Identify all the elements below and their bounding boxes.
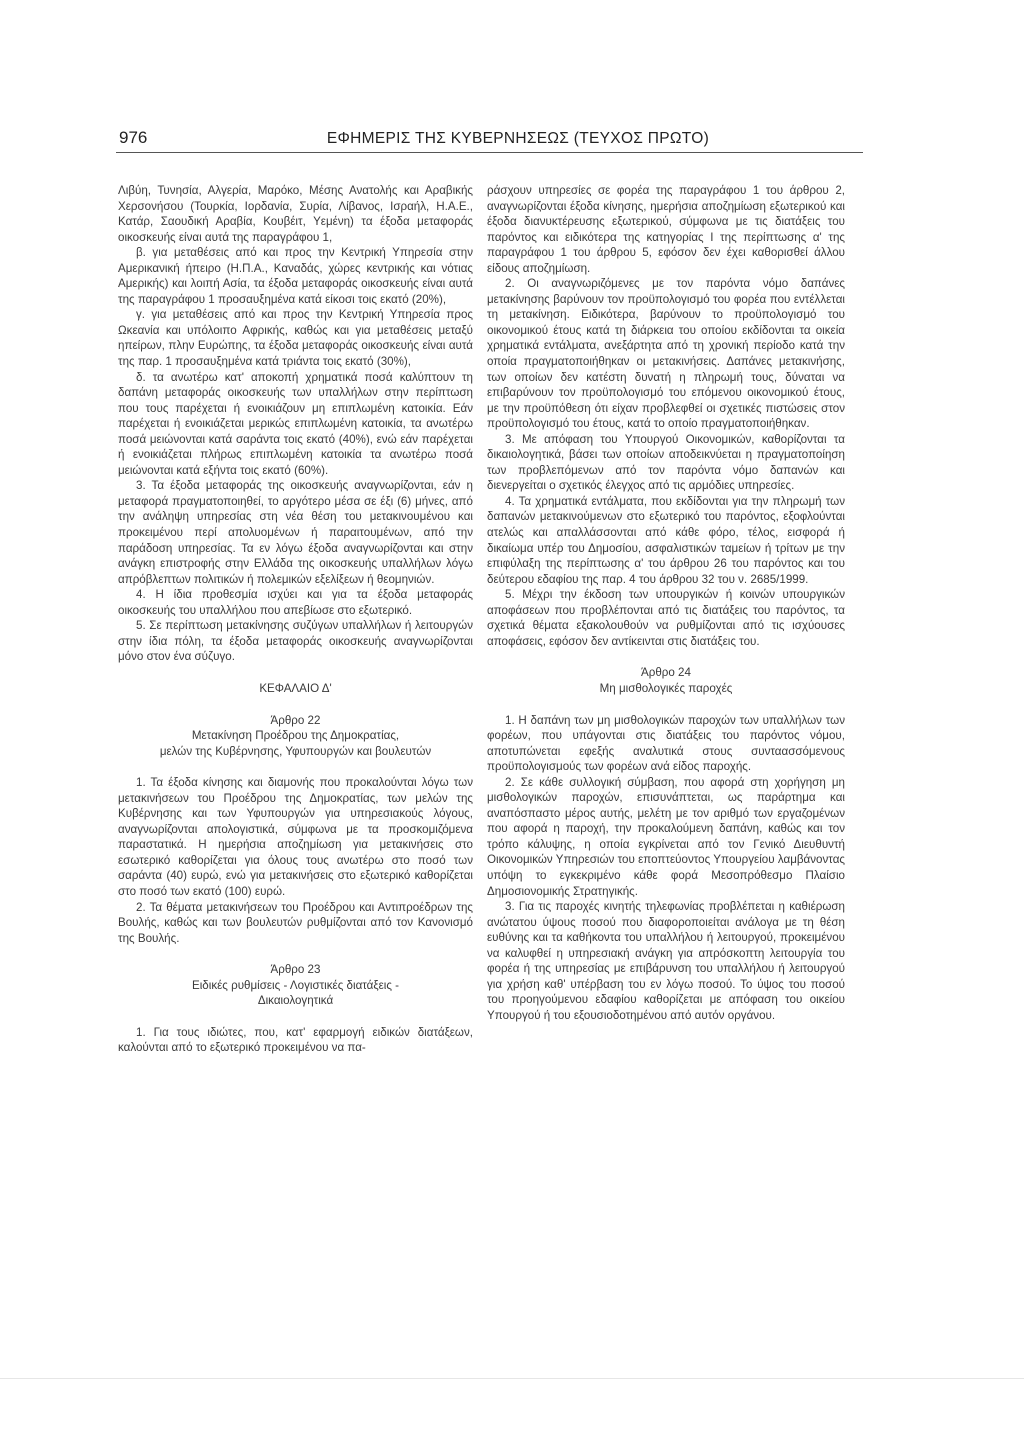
article-title: Άρθρο 22: [270, 713, 321, 727]
paragraph: 2. Οι αναγνωριζόμενες με τον παρόντα νόμο δαπάνες μετακίνησης βαρύνουν τον προϋπολογισμό του φορέα που εντέλλεται τη μετακίνηση. Ειδικότερα, βαρύνουν το προϋπολογισμό του οικονομικού έτους κατά τη διάρκεια του οποίου εκδίδονται τα οικεία χρηματικά εντάλματα, ανεξάρτητα από τη χρονική περίοδο κατά την οποία πραγματοποιήθηκαν οι μετακινήσεις. Δαπάνες μετακινήσης, των οποίων δεν κατέστη δυνατή η πληρωμή τους, δύναται να επιβαρύνουν τον προϋπολογισμό του επόμενου οικονομικού έτους, με την προϋπόθεση ότι είχαν προβλεφθεί οι σχετικές πιστώσεις στον προϋπολογισμό του έτους, κατά το οποίο πραγματοποιήθηκαν.: [487, 277, 845, 431]
header-rule: [116, 152, 863, 153]
paragraph: 5. Σε περίπτωση μετακίνησης συζύγων υπαλλήλων ή λειτουργών στην ίδια πόλη, τα έξοδα μεταφοράς οικοσκευής αναγνωρίζονται μόνο στον ένα σύζυγο.: [118, 619, 473, 664]
paragraph: β. για μεταθέσεις από και προς την Κεντρική Υπηρεσία στην Αμερικανική ήπειρο (Η.Π.Α., Καναδάς, χώρες κεντρικής και νότιας Αμερικής) και λοιπή Ασία, τα έξοδα μεταφοράς οικοσκευής είναι αυτά της παραγράφου 1 προσαυξημένα κατά είκοσι τοις εκατό (20%),: [118, 246, 473, 306]
paragraph: 4. Η ίδια προθεσμία ισχύει και για τα έξοδα μεταφοράς οικοσκευής του υπαλλήλου που απεβίωσε στο εξωτερικό.: [118, 588, 473, 617]
paragraph: 1. Για τους ιδιώτες, που, κατ' εφαρμογή ειδικών διατάξεων, καλούνται από το εξωτερικό προκειμένου να πα-: [118, 1025, 473, 1055]
chapter-heading: ΚΕΦΑΛΑΙΟ Δ': [259, 681, 332, 695]
paragraph: δ. τα ανωτέρω κατ' αποκοπή χρηματικά ποσά καλύπτουν τη δαπάνη μεταφοράς οικοσκευής των υπαλλήλων στην περίπτωση που τους παρέχεται ή ενοικιάζουν μη επιπλωμένη κατοικία. Εάν παρέχεται ή ενοικιάζεται μερικώς επιπλωμένη κατοικία, τα ανωτέρω ποσά μειώνονται κατά σαράντα τοις εκατό (40%), ενώ εάν παρέχεται ή ενοικιάζεται πλήρως επιπλωμένη κατοικία τα ανωτέρω ποσά μειώνονται κατά εξήντα τοις εκατό (60%).: [118, 370, 473, 477]
article-heading: Δικαιολογητικά: [257, 994, 334, 1008]
article-heading: Ειδικές ρυθμίσεις - Λογιστικές διατάξεις -: [191, 978, 399, 992]
article-heading: Μη μισθολογικές παροχές: [599, 681, 733, 695]
paragraph: Λιβύη, Τυνησία, Αλγερία, Μαρόκο, Μέσης Ανατολής και Αραβικής Χερσονήσου (Τουρκία, Ιορδανία, Συρία, Λίβανος, Ισραήλ, Η.Α.Ε., Κατάρ, Σαουδική Αραβία, Κουβέιτ, Υεμένη) τα έξοδα μεταφοράς οικοσκευής είναι αυτά της παραγράφου 1,: [118, 184, 473, 244]
left-column: [118, 183, 473, 1056]
paragraph: ράσχουν υπηρεσίες σε φορέα της παραγράφου 1 του άρθρου 2, αναγνωρίζονται έξοδα κίνησης, ημερήσια αποζημίωση εξωτερικού και έξοδα διανυκτέρευσης εξωτερικού, σύμφωνα με τις διατάξεις του παρόντος και ειδικότερα της κατηγορίας Ι της περίπτωσης α' της παραγράφου 1 του άρθρου 5, εφόσον δεν έχει καθορισθεί άλλου είδους αποζημίωση.: [487, 184, 845, 275]
scan-edge-line: [0, 1378, 1024, 1379]
paragraph: 4. Τα χρηματικά εντάλματα, που εκδίδονται για την πληρωμή των δαπανών μετακινούμενων στο εξωτερικό του παρόντος, εξοφλούνται ατελώς και απαλλάσσονται από κάθε φόρο, τέλος, εισφορά ή δικαίωμα υπέρ του Δημοσίου, ασφαλιστικών ταμείων ή τρίτων με την επιφύλαξη της περίπτωσης α' του άρθρου 26 του παρόντος και του δεύτερου εδαφίου της παρ. 4 του άρθρου 32 του ν. 2685/1999.: [487, 494, 845, 586]
paragraph: γ. για μεταθέσεις από και προς την Κεντρική Υπηρεσία προς Ωκεανία και υπόλοιπο Αφρικής, καθώς και για μεταθέσεις μεταξύ ηπείρων, πλην Ευρώπης, τα έξοδα μεταφοράς οικοσκευής είναι αυτά της παρ. 1 προσαυξημένα κατά τριάντα τοις εκατό (30%),: [118, 308, 473, 369]
article-title: Άρθρο 24: [641, 666, 691, 680]
paragraph: 1. Η δαπάνη των μη μισθολογικών παροχών των υπαλλήλων των φορέων, που υπάγονται στις διατάξεις του παρόντος νόμου, αποτυπώνεται εφεξής αναλυτικά στους συνταασσόμενους προϋπολογισμούς των φορέων ανά είδος παροχής.: [487, 713, 845, 774]
article-title: Άρθρο 23: [270, 963, 321, 977]
paragraph: 2. Τα θέματα μετακινήσεων του Προέδρου και Αντιπροέδρων της Βουλής, καθώς και των βουλευτών ρυθμίζονται από τον Κανονισμό της Βουλής.: [118, 900, 473, 945]
paragraph: 3. Με απόφαση του Υπουργού Οικονομικών, καθορίζονται τα δικαιολογητικά, βάσει των οποίων αποδεικνύεται η πραγματοποίηση των προβλεπόμενων από τον παρόντα νόμο δαπανών και διενεργείται ο σχετικός έλεγχος από τις αρμόδιες υπηρεσίες.: [487, 432, 845, 493]
paragraph: 3. Τα έξοδα μεταφοράς της οικοσκευής αναγνωρίζονται, εάν η μεταφορά πραγματοποιηθεί, το αργότερο μέσα σε έξι (6) μήνες, από την ανάληψη υπηρεσίας στη νέα θέση του μετακινουμένου και προκειμένου περί απολυομένων ή παραιτουμένων, από την παράδοση υπηρεσίας. Τα εν λόγω έξοδα αναγνωρίζονται και στην ανάγκη επιστροφής στην Ελλάδα της οικοσκευής υπαλλήλων λόγω απρόβλεπτων πολιτικών ή πολεμικών εξελίξεων ή θεομηνιών.: [118, 479, 473, 586]
running-head-title: ΕΦΗΜΕΡΙΣ ΤΗΣ ΚΥΒΕΡΝΗΣΕΩΣ (ΤΕΥΧΟΣ ΠΡΩΤΟ): [326, 130, 710, 147]
paragraph: 3. Για τις παροχές κινητής τηλεφωνίας προβλέπεται η καθιέρωση ανώτατου ύψους ποσού που διαφοροποιείται ανάλογα με τη θέση ευθύνης και τα καθήκοντα του υπαλλήλου ή λειτουργού, προκειμένου να καλυφθεί η υπηρεσιακή ανάγκη για απρόσκοπτη λειτουργία του φορέα ή της υπηρεσίας με επιβάρυνση του υπαλλήλου ή λειτουργού για χρήση καθ' υπέρβαση του εν λόγω ποσού. Το ύψος του ποσού του προηγούμενου εδαφίου καθορίζεται με απόφαση του οικείου Υπουργού ή του εξουσιοδοτημένου από αυτόν οργάνου.: [487, 900, 845, 1022]
paragraph: 5. Μέχρι την έκδοση των υπουργικών ή κοινών υπουργικών αποφάσεων που προβλέπονται από τις διατάξεις του παρόντος, τα σχετικά θέματα εξακολουθούν να ρυθμίζονται από τις ισχύουσες αποφάσεις, εφόσον δεν αντίκεινται στις διατάξεις του.: [487, 588, 845, 648]
article-heading: Μετακίνηση Προέδρου της Δημοκρατίας,: [191, 729, 400, 743]
page-number: 976: [119, 128, 148, 147]
paragraph: 2. Σε κάθε συλλογική σύμβαση, που αφορά στη χορήγηση μη μισθολογικών παροχών, επισυνάπτεται, ως παράρτημα και αναπόσπαστο μέρος αυτής, μελέτη με τον αριθμό των εργαζομένων που αφορά η παροχή, την προκαλούμενη δαπάνη, καθώς και τον τρόπο κάλυψης, η οποία εγκρίνεται από τον Γενικό Διευθυντή Οικονομικών Υπηρεσιών του εποπτεύοντος Υπουργείου λαμβάνοντας υπόψη το εγκεκριμένο κάθε φορά Μεσοπρόθεσμο Πλαίσιο Δημοσιονομικής Στρατηγικής.: [487, 775, 845, 898]
article-heading: μελών της Κυβέρνησης, Υφυπουργών και βουλευτών: [159, 744, 432, 758]
paragraph: 1. Τα έξοδα κίνησης και διαμονής που προκαλούνται λόγω των μετακινήσεων του Προέδρου της Δημοκρατίας, των μελών της Κυβέρνησης και των Υφυπουργών για υπηρεσιακούς λόγους, αναγνωρίζονται απολογιστικά, σύμφωνα με τα προσκομιζόμενα παραστατικά. Η ημερήσια αποζημίωση για μετακινήσεις στο εσωτερικό καθορίζεται για όλους τους ανωτέρω στο ποσό των σαράντα (40) ευρώ, ενώ για μετακινήσεις στο εξωτερικό καθορίζεται στο ποσό των εκατό (100) ευρώ.: [118, 776, 473, 898]
right-column: [487, 183, 845, 1023]
